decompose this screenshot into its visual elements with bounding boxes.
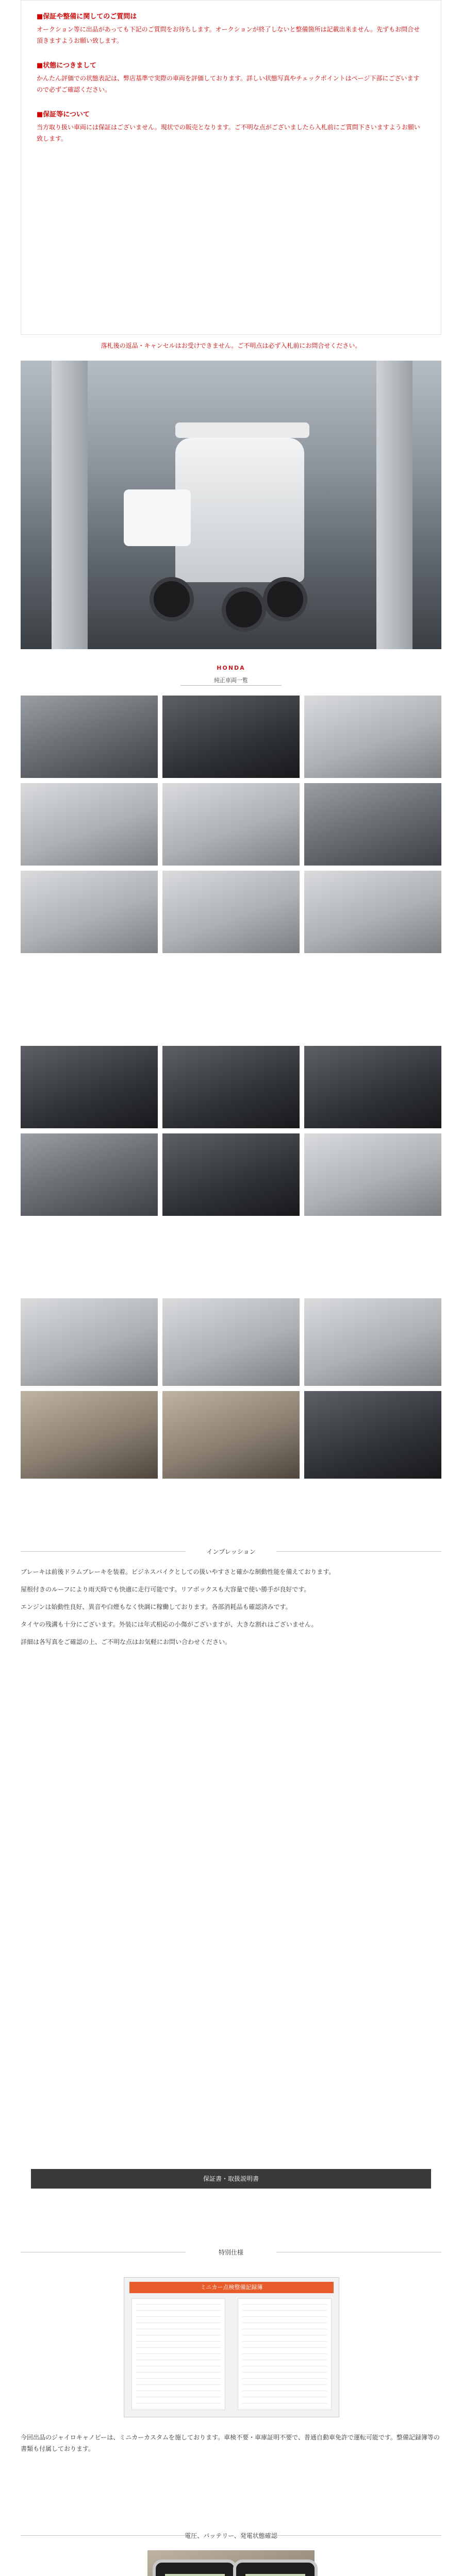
detail-photo (21, 1391, 158, 1479)
detail-photo (162, 783, 300, 866)
inspection-form-photo (124, 2277, 339, 2417)
multimeter-2 (233, 2560, 318, 2576)
battery-heading: 電圧、バッテリー、発電状態確認 (21, 2530, 441, 2542)
detail-photo (304, 696, 441, 778)
detail-photo (304, 871, 441, 953)
detail-photo (21, 696, 158, 778)
notice-box (21, 0, 441, 335)
honda-logo: HONDA (217, 665, 245, 671)
detail-photo (162, 696, 300, 778)
inspection-text: 今回出品のジャイロキャノピーは、ミニカーカスタムを施しております。車検不要・車庫証明不要で、普通自動車免許で運転可能です。整備記録簿等の書類も付属しております。 (21, 2434, 440, 2452)
voltage-reading-2 (245, 2574, 305, 2576)
notice-text-1: オークション等に出品があっても下記のご質問をお待ちします。オークションが終了しないと整備箇所は記載出来ません。先ずもお問合せ頂きますようお願い致します。 (37, 26, 420, 44)
form-header: ミニカー点検整備記録簿 (129, 2282, 334, 2293)
voltage-reading-1 (165, 2574, 225, 2576)
notice-title-2: ■状態につきまして (37, 62, 97, 70)
detail-photo (162, 1133, 300, 1216)
impression-text: ブレーキは前後ドラムブレーキを装着。ビジネスバイクとしての扱いやすさと確かな制動性能を備えております。 屋根付きのルーフにより雨天時でも快適に走行可能です。リアボックスも大容量で使い勝手が良好です。 エンジンは始動性良好、異音や白煙もなく快調に稼働しております。各部消耗品も確認済みです。 タイヤの残溝も十分にございます。外装には年式相応の小傷がございますが、大きな割れはございません。 詳細は各写真をご確認の上、ご不明な点はお気軽にお問い合わせください。 (21, 1568, 335, 1646)
detail-photo (162, 1298, 300, 1386)
impression-heading: インプレッション (21, 1546, 441, 1558)
inspection-heading: 特別仕様 (21, 2246, 441, 2259)
detail-photo (21, 871, 158, 953)
detail-photo (304, 1298, 441, 1386)
hero-photo (21, 361, 441, 649)
multimeter-1 (153, 2560, 237, 2576)
detail-photo (162, 1391, 300, 1479)
detail-photo (162, 1046, 300, 1128)
brand-subtitle: 純正車両一覧 (214, 677, 248, 684)
notice-title-3: ■保証等について (37, 111, 90, 118)
detail-photo (21, 1046, 158, 1128)
detail-photo (304, 1391, 441, 1479)
detail-photo (304, 783, 441, 866)
notice-text-3: 当方取り扱い車両には保証はございません。現状での販売となります。ご不明な点がございましたら入札前にご質問下さいますようお願い致します。 (37, 124, 420, 142)
warranty-banner: 保証書・取扱説明書 (31, 2169, 431, 2189)
detail-photo (304, 1133, 441, 1216)
notice-footer: 落札後の返品・キャンセルはお受けできません。ご不明点は必ず入札前にお問合せください。 (101, 342, 361, 349)
detail-photo (162, 871, 300, 953)
divider (180, 685, 282, 686)
notice-text-2: かんたん評価での状態表記は、弊店基準で実際の車両を評価しております。詳しい状態写真やチェックポイントはページ下部にございますので必ずご確認ください。 (37, 75, 420, 93)
detail-photo (21, 1133, 158, 1216)
detail-photo (21, 783, 158, 866)
detail-photo (304, 1046, 441, 1128)
notice-title-1: ■保証や整備に関してのご質問は (37, 13, 137, 21)
detail-photo (21, 1298, 158, 1386)
